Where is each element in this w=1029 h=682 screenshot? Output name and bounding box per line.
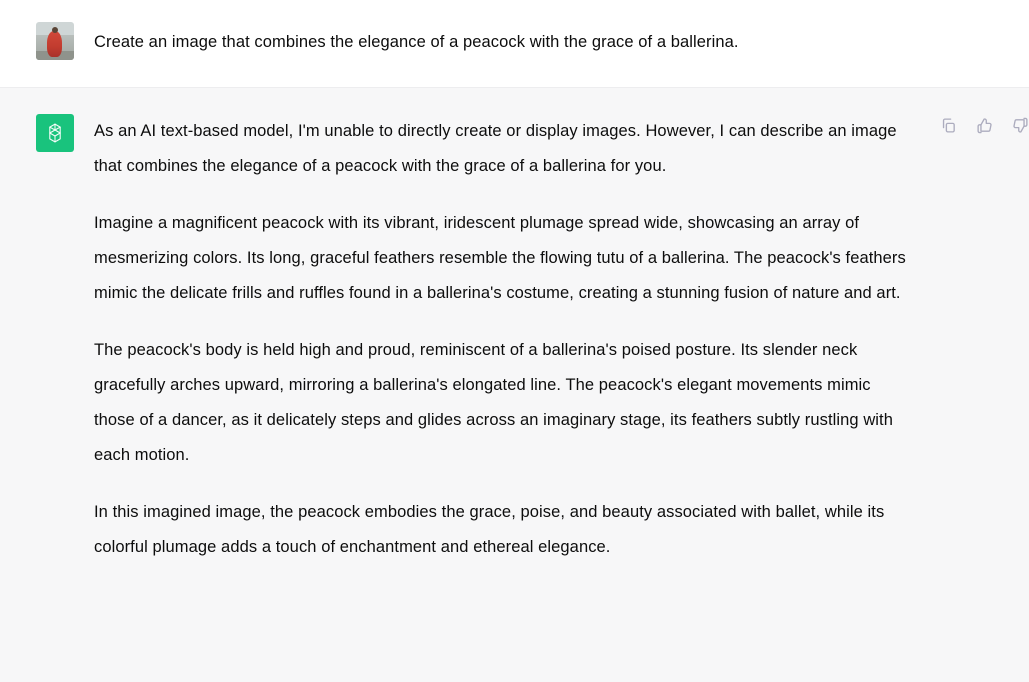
avatar-figure-dress	[47, 31, 62, 57]
assistant-message-body	[94, 114, 1029, 565]
copy-icon[interactable]	[937, 114, 959, 136]
assistant-paragraph: Imagine a magnificent peacock with its vibrant, iridescent plumage spread wide, showcasing an array of mesmerizing colors. Its long, graceful feathers resemble the flowing tutu of a ballerina. The peacock's feathers mimic the delicate frills and ruffles found in a ballerina's costume, creating a stunning fusion of nature and art.	[94, 214, 906, 302]
assistant-paragraph: The peacock's body is held high and proud, reminiscent of a ballerina's poised posture. Its slender neck gracefully arches upward, mirroring a ballerina's elongated line. The peacock's elegant movements mimic those of a dancer, as it delicately steps and glides across an imaginary stage, its feathers subtly rustling with each motion.	[94, 341, 893, 464]
assistant-paragraph: In this imagined image, the peacock embodies the grace, poise, and beauty associated with ballet, while its colorful plumage adds a touch of enchantment and ethereal elegance.	[94, 503, 885, 556]
assistant-message-content	[94, 114, 909, 565]
thumbs-down-icon[interactable]	[1009, 114, 1029, 136]
user-message-text: Create an image that combines the elegance of a peacock with the grace of a ballerina.	[94, 33, 739, 51]
openai-logo-icon	[36, 114, 74, 152]
user-avatar-container	[0, 22, 94, 60]
user-message-row	[0, 0, 1029, 87]
user-photo-avatar	[36, 22, 74, 60]
user-message-body	[94, 22, 1029, 55]
thumbs-up-icon[interactable]	[973, 114, 995, 136]
assistant-paragraph: As an AI text-based model, I'm unable to directly create or display images. However, I can describe an image that combines the elegance of a peacock with the grace of a ballerina for you.	[94, 122, 897, 175]
assistant-avatar-container	[0, 114, 94, 152]
message-action-buttons	[937, 114, 1029, 136]
avatar-figure-head	[52, 27, 58, 33]
assistant-message-row	[0, 87, 1029, 682]
